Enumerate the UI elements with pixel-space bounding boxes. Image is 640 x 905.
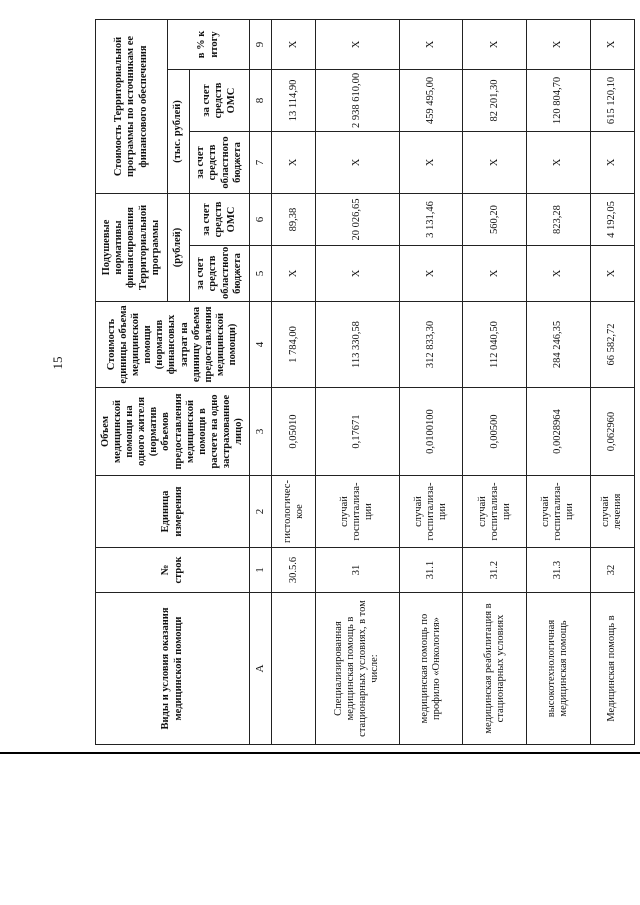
- cell-type: [272, 593, 316, 745]
- header-unit: Единица измерения: [96, 476, 250, 548]
- cell-percent: X: [463, 19, 527, 69]
- header-types: Виды и условия оказания медицинской помощи: [96, 593, 250, 745]
- cell-total-oms: 2 938 610,00: [316, 69, 399, 131]
- colnum: 8: [250, 69, 272, 131]
- cell-total-budget: X: [527, 131, 591, 193]
- cell-cost: 112 040,50: [463, 302, 527, 388]
- column-number-row: [250, 19, 272, 744]
- header-pc-oms: за счет средств ОМС: [190, 193, 250, 245]
- cell-line: 31.1: [399, 548, 463, 593]
- cell-pc-oms: 823,28: [527, 193, 591, 245]
- cell-total-oms: 82 201,30: [463, 69, 527, 131]
- cell-pc-budget: X: [272, 246, 316, 302]
- colnum: 6: [250, 193, 272, 245]
- header-cost-group: Стоимость Территориальной программы по источникам ее финансового обеспечения: [96, 19, 168, 193]
- cell-total-budget: X: [316, 131, 399, 193]
- cell-cost: 312 833,30: [399, 302, 463, 388]
- cell-pc-oms: 4 192,05: [590, 193, 634, 245]
- header-total-budget: за счет средств областного бюджета: [190, 131, 250, 193]
- table-row: [316, 19, 399, 744]
- header-pc-budget: за счет средств областного бюджета: [190, 246, 250, 302]
- cell-total-oms: 615 120,10: [590, 69, 634, 131]
- cell-unit: случай лечения: [590, 476, 634, 548]
- cell-percent: X: [527, 19, 591, 69]
- table-row: [463, 19, 527, 744]
- cell-total-budget: X: [399, 131, 463, 193]
- cell-total-oms: 120 804,70: [527, 69, 591, 131]
- cell-volume: 0,17671: [316, 388, 399, 476]
- cell-volume: 0,0028964: [527, 388, 591, 476]
- header-per-capita-group: Подушевые нормативы финансирования Территориальной программы: [96, 193, 168, 301]
- cell-pc-budget: X: [527, 246, 591, 302]
- cell-line: 31.3: [527, 548, 591, 593]
- colnum: 5: [250, 246, 272, 302]
- header-unit-rub: (рублей): [168, 193, 190, 301]
- cell-line: 30.5.6: [272, 548, 316, 593]
- cell-pc-oms: 3 131,46: [399, 193, 463, 245]
- header-volume: Объем медицинской помощи на одного жителя (норматив объемов предоставления медицинской помощи в расчете на одно застрахованное лицо): [96, 388, 250, 476]
- table-row: [272, 19, 316, 744]
- funding-table: [95, 19, 635, 745]
- cell-line: 31.2: [463, 548, 527, 593]
- colnum: 3: [250, 388, 272, 476]
- header-percent: в % к итогу: [168, 19, 250, 69]
- cell-total-budget: X: [590, 131, 634, 193]
- colnum: 7: [250, 131, 272, 193]
- cell-unit: случай госпитализа-ции: [463, 476, 527, 548]
- cell-percent: X: [316, 19, 399, 69]
- cell-cost: 284 246,35: [527, 302, 591, 388]
- cell-percent: X: [272, 19, 316, 69]
- cell-cost: 66 582,72: [590, 302, 634, 388]
- cell-cost: 113 330,58: [316, 302, 399, 388]
- cell-pc-oms: 20 026,65: [316, 193, 399, 245]
- cell-total-oms: 459 495,00: [399, 69, 463, 131]
- cell-total-budget: X: [272, 131, 316, 193]
- cell-unit: случай госпитализа-ции: [316, 476, 399, 548]
- colnum: 9: [250, 19, 272, 69]
- cell-pc-budget: X: [316, 246, 399, 302]
- table-row: [399, 19, 463, 744]
- cell-percent: X: [590, 19, 634, 69]
- colnum: 1: [250, 548, 272, 593]
- cell-type: Медицинская помощь в: [590, 593, 634, 745]
- cell-cost: 1 784,00: [272, 302, 316, 388]
- cell-type: Специализированная медицинская помощь в стационарных условиях, в том числе:: [316, 593, 399, 745]
- cell-type: медицинская реабилитация в стационарных условиях: [463, 593, 527, 745]
- cell-type: высокотехнологичная медицинская помощь: [527, 593, 591, 745]
- cell-line: 32: [590, 548, 634, 593]
- header-unit-thousand: (тыс. рублей): [168, 69, 190, 193]
- cell-total-oms: 13 114,90: [272, 69, 316, 131]
- cell-pc-budget: X: [463, 246, 527, 302]
- cell-total-budget: X: [463, 131, 527, 193]
- cell-unit: гистологичес-кое: [272, 476, 316, 548]
- page-divider-line: [0, 752, 640, 754]
- rotated-table-frame: [95, 20, 635, 745]
- colnum: 2: [250, 476, 272, 548]
- colnum: 4: [250, 302, 272, 388]
- cell-pc-budget: X: [399, 246, 463, 302]
- header-total-oms: за счет средств ОМС: [190, 69, 250, 131]
- cell-pc-oms: 560,20: [463, 193, 527, 245]
- cell-line: 31: [316, 548, 399, 593]
- cell-pc-oms: 89,38: [272, 193, 316, 245]
- cell-volume: 0,05010: [272, 388, 316, 476]
- cell-volume: 0,00500: [463, 388, 527, 476]
- cell-unit: случай госпитализа-ции: [527, 476, 591, 548]
- header-line-no: № строк: [96, 548, 250, 593]
- table-container: [95, 20, 635, 745]
- page-number: 15: [50, 356, 65, 370]
- cell-volume: 0,062960: [590, 388, 634, 476]
- cell-volume: 0,0100100: [399, 388, 463, 476]
- cell-percent: X: [399, 19, 463, 69]
- table-row: [527, 19, 591, 744]
- header-row-top: [96, 19, 168, 744]
- cell-type: медицинская помощь по профилю «Онкология»: [399, 593, 463, 745]
- header-unit-cost: Стоимость единицы объема медицинской помощи (норматив финансовых затрат на единицу объема предоставления медицинской помощи): [96, 302, 250, 388]
- colnum: А: [250, 593, 272, 745]
- cell-pc-budget: X: [590, 246, 634, 302]
- table-row: [590, 19, 634, 744]
- cell-unit: случай госпитализа-ции: [399, 476, 463, 548]
